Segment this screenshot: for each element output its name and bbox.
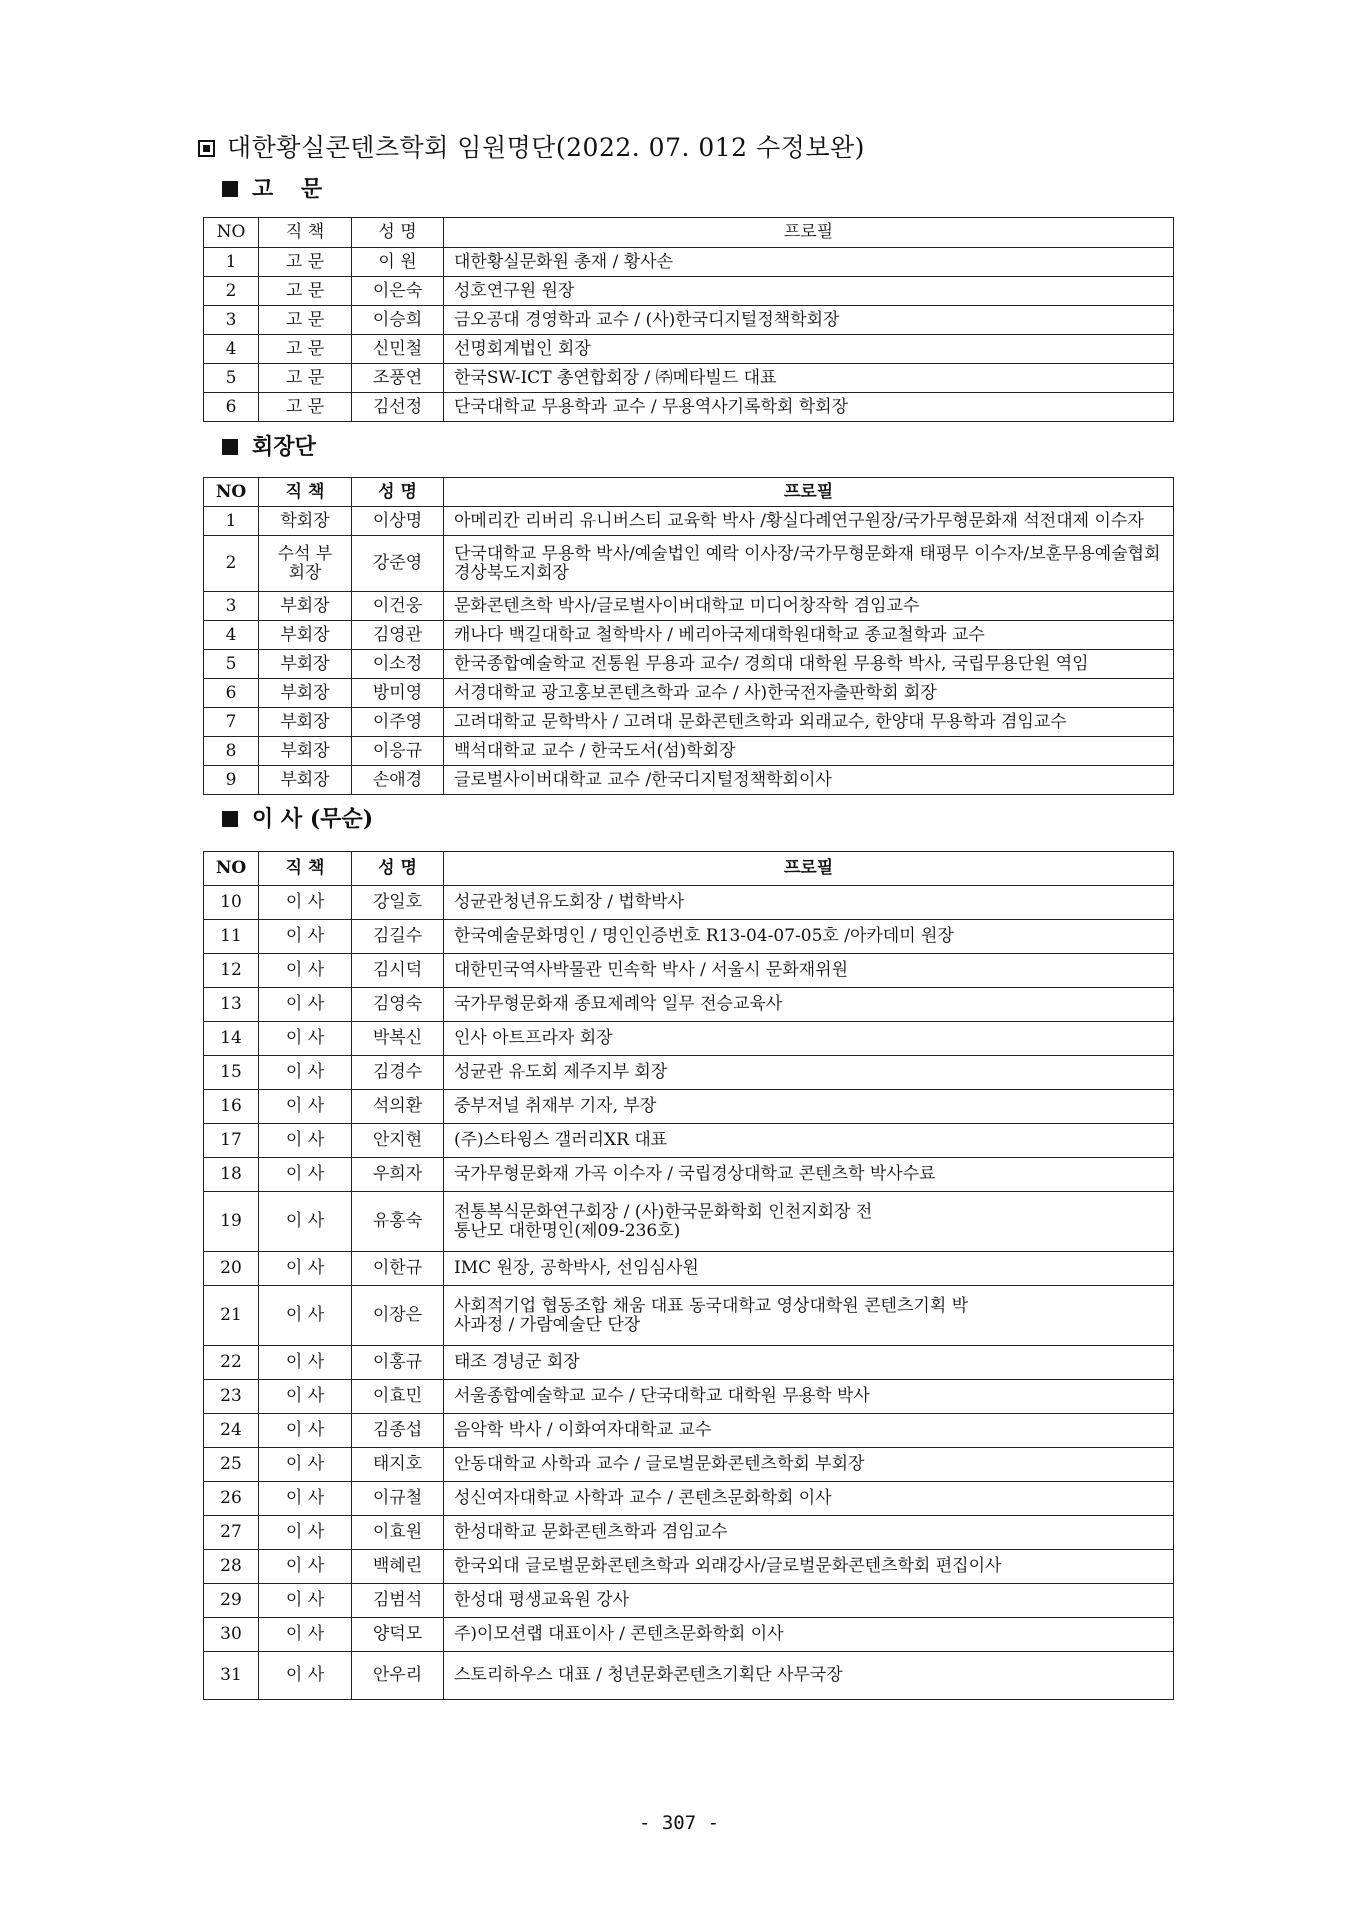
advisors-table [203, 217, 1174, 422]
cell-profile: 성호연구원 원장 [444, 277, 1174, 306]
cell-name: 김영숙 [352, 988, 444, 1022]
cell-no: 4 [204, 335, 259, 364]
cell-profile: 음악학 박사 / 이화여자대학교 교수 [444, 1414, 1174, 1448]
column-header-name: 성 명 [352, 218, 444, 248]
cell-role: 이 사 [259, 886, 352, 920]
table-row [204, 393, 1174, 422]
cell-no: 13 [204, 988, 259, 1022]
cell-profile: 한성대 평생교육원 강사 [444, 1584, 1174, 1618]
directors-table [203, 851, 1174, 1700]
table-row [204, 1056, 1174, 1090]
cell-profile: 캐나다 백길대학교 철학박사 / 베리아국제대학원대학교 종교철학과 교수 [444, 621, 1174, 650]
table-row [204, 248, 1174, 277]
table-row [204, 277, 1174, 306]
table-row [204, 1090, 1174, 1124]
table-row [204, 1482, 1174, 1516]
table-row [204, 1550, 1174, 1584]
cell-no: 2 [204, 277, 259, 306]
cell-name: 김경수 [352, 1056, 444, 1090]
cell-no: 14 [204, 1022, 259, 1056]
column-header-name: 성 명 [352, 478, 444, 507]
cell-profile: 한국외대 글로벌문화콘텐츠학과 외래강사/글로벌문화콘텐츠학회 편집이사 [444, 1550, 1174, 1584]
table-row [204, 1022, 1174, 1056]
cell-profile: 단국대학교 무용학 박사/예술법인 예락 이사장/국가무형문화재 태평무 이수자/보훈무용예술협회 경상북도지회장 [444, 536, 1174, 592]
cell-profile: 인사 아트프라자 회장 [444, 1022, 1174, 1056]
cell-name: 조풍연 [352, 364, 444, 393]
cell-name: 김범석 [352, 1584, 444, 1618]
square-bullet-icon [198, 140, 215, 157]
cell-no: 18 [204, 1158, 259, 1192]
cell-no: 20 [204, 1252, 259, 1286]
cell-role: 부회장 [259, 650, 352, 679]
cell-role: 고 문 [259, 393, 352, 422]
cell-no: 6 [204, 393, 259, 422]
cell-profile: 금오공대 경영학과 교수 / (사)한국디지털정책학회장 [444, 306, 1174, 335]
cell-name: 김선정 [352, 393, 444, 422]
table-row [204, 507, 1174, 536]
column-header-role: 직 책 [259, 218, 352, 248]
cell-role: 고 문 [259, 364, 352, 393]
table-row [204, 766, 1174, 795]
cell-name: 이효원 [352, 1516, 444, 1550]
cell-profile: 스토리하우스 대표 / 청년문화콘텐츠기획단 사무국장 [444, 1652, 1174, 1700]
cell-role: 이 사 [259, 1022, 352, 1056]
cell-name: 우희자 [352, 1158, 444, 1192]
cell-name: 이한규 [352, 1252, 444, 1286]
cell-profile: 국가무형문화재 가곡 이수자 / 국립경상대학교 콘텐츠학 박사수료 [444, 1158, 1174, 1192]
cell-profile: 사회적기업 협동조합 채움 대표 동국대학교 영상대학원 콘텐츠기획 박사과정 / 가람예술단 단장 [444, 1286, 1174, 1346]
table-row [204, 679, 1174, 708]
cell-profile: 전통복식문화연구회장 / (사)한국문화학회 인천지회장 전통난모 대한명인(제09-236호) [444, 1192, 1174, 1252]
cell-no: 3 [204, 306, 259, 335]
cell-no: 12 [204, 954, 259, 988]
cell-name: 강일호 [352, 886, 444, 920]
cell-name: 강준영 [352, 536, 444, 592]
cell-no: 27 [204, 1516, 259, 1550]
cell-name: 손애경 [352, 766, 444, 795]
cell-profile: 선명회계법인 회장 [444, 335, 1174, 364]
cell-role: 이 사 [259, 1090, 352, 1124]
cell-name: 이 원 [352, 248, 444, 277]
cell-name: 이규철 [352, 1482, 444, 1516]
cell-no: 25 [204, 1448, 259, 1482]
table-row [204, 1584, 1174, 1618]
cell-no: 7 [204, 708, 259, 737]
cell-no: 30 [204, 1618, 259, 1652]
table-header-row [204, 218, 1174, 248]
column-header-no: NO [204, 478, 259, 507]
cell-profile: 단국대학교 무용학과 교수 / 무용역사기록학회 학회장 [444, 393, 1174, 422]
cell-no: 1 [204, 507, 259, 536]
cell-no: 6 [204, 679, 259, 708]
cell-no: 8 [204, 737, 259, 766]
column-header-role: 직 책 [259, 478, 352, 507]
table-row [204, 886, 1174, 920]
cell-name: 김길수 [352, 920, 444, 954]
cell-profile: 한국종합예술학교 전통원 무용과 교수/ 경희대 대학원 무용학 박사, 국립무용단원 역임 [444, 650, 1174, 679]
table-row [204, 1286, 1174, 1346]
cell-profile: 성신여자대학교 사학과 교수 / 콘텐츠문화학회 이사 [444, 1482, 1174, 1516]
cell-role: 부회장 [259, 766, 352, 795]
cell-role: 부회장 [259, 737, 352, 766]
cell-no: 17 [204, 1124, 259, 1158]
cell-role: 이 사 [259, 1124, 352, 1158]
cell-role: 이 사 [259, 1380, 352, 1414]
cell-name: 이소정 [352, 650, 444, 679]
cell-name: 이승희 [352, 306, 444, 335]
cell-role: 고 문 [259, 335, 352, 364]
cell-role: 고 문 [259, 248, 352, 277]
table-header-row [204, 852, 1174, 886]
cell-role: 부회장 [259, 679, 352, 708]
table-row [204, 737, 1174, 766]
column-header-no: NO [204, 852, 259, 886]
section-heading-text: 회장단 [252, 434, 316, 460]
section-heading-text: 이 사 (무순) [252, 806, 374, 832]
cell-role: 이 사 [259, 1252, 352, 1286]
cell-no: 19 [204, 1192, 259, 1252]
cell-name: 김시덕 [352, 954, 444, 988]
cell-name: 이은숙 [352, 277, 444, 306]
cell-no: 10 [204, 886, 259, 920]
section-heading-advisors [222, 172, 332, 203]
cell-no: 26 [204, 1482, 259, 1516]
cell-profile: 한성대학교 문화콘텐츠학과 겸임교수 [444, 1516, 1174, 1550]
column-header-name: 성 명 [352, 852, 444, 886]
cell-role: 부회장 [259, 621, 352, 650]
table-row [204, 708, 1174, 737]
cell-profile: 대한황실문화원 총재 / 황사손 [444, 248, 1174, 277]
cell-profile: 고려대학교 문학박사 / 고려대 문화콘텐츠학과 외래교수, 한양대 무용학과 겸임교수 [444, 708, 1174, 737]
cell-profile: (주)스타윙스 갤러리XR 대표 [444, 1124, 1174, 1158]
cell-role: 이 사 [259, 1550, 352, 1584]
cell-profile: 한국SW-ICT 총연합회장 / ㈜메타빌드 대표 [444, 364, 1174, 393]
cell-profile: 성균관 유도회 제주지부 회장 [444, 1056, 1174, 1090]
page-number: - 307 - [638, 1812, 720, 1834]
cell-profile: 아메리칸 리버리 유니버스티 교육학 박사 /황실다례연구원장/국가무형문화재 석전대제 이수자 [444, 507, 1174, 536]
table-row [204, 1448, 1174, 1482]
column-header-no: NO [204, 218, 259, 248]
cell-no: 9 [204, 766, 259, 795]
cell-role: 이 사 [259, 1346, 352, 1380]
cell-role: 이 사 [259, 1584, 352, 1618]
section-heading-executives [222, 430, 316, 461]
table-row [204, 954, 1174, 988]
cell-name: 이건웅 [352, 592, 444, 621]
cell-role: 이 사 [259, 1482, 352, 1516]
column-header-profile: 프로필 [444, 478, 1174, 507]
table-row [204, 1252, 1174, 1286]
cell-role: 이 사 [259, 1158, 352, 1192]
cell-role: 이 사 [259, 1448, 352, 1482]
cell-role: 고 문 [259, 306, 352, 335]
column-header-profile: 프로필 [444, 218, 1174, 248]
cell-role: 이 사 [259, 1192, 352, 1252]
cell-no: 24 [204, 1414, 259, 1448]
cell-name: 방미영 [352, 679, 444, 708]
cell-profile: 문화콘텐츠학 박사/글로벌사이버대학교 미디어창작학 겸임교수 [444, 592, 1174, 621]
cell-no: 16 [204, 1090, 259, 1124]
cell-role: 이 사 [259, 1414, 352, 1448]
cell-name: 태지호 [352, 1448, 444, 1482]
cell-role: 수석 부회장 [259, 536, 352, 592]
cell-name: 안우리 [352, 1652, 444, 1700]
cell-role: 이 사 [259, 954, 352, 988]
table-row [204, 1192, 1174, 1252]
table-row [204, 536, 1174, 592]
table-row [204, 650, 1174, 679]
cell-role: 이 사 [259, 988, 352, 1022]
section-heading-text: 고 문 [252, 176, 333, 202]
cell-name: 유홍숙 [352, 1192, 444, 1252]
cell-no: 1 [204, 248, 259, 277]
cell-profile: 국가무형문화재 종묘제례악 일무 전승교육사 [444, 988, 1174, 1022]
cell-profile: 서울종합예술학교 교수 / 단국대학교 대학원 무용학 박사 [444, 1380, 1174, 1414]
cell-role: 학회장 [259, 507, 352, 536]
cell-no: 28 [204, 1550, 259, 1584]
cell-role: 이 사 [259, 1286, 352, 1346]
table-row [204, 364, 1174, 393]
table-row [204, 1380, 1174, 1414]
cell-profile: IMC 원장, 공학박사, 선임심사원 [444, 1252, 1174, 1286]
table-row [204, 335, 1174, 364]
cell-no: 22 [204, 1346, 259, 1380]
cell-name: 석의환 [352, 1090, 444, 1124]
cell-no: 21 [204, 1286, 259, 1346]
square-bullet-icon [222, 181, 238, 197]
table-row [204, 1124, 1174, 1158]
cell-profile: 대한민국역사박물관 민속학 박사 / 서울시 문화재위원 [444, 954, 1174, 988]
cell-role: 이 사 [259, 1516, 352, 1550]
cell-role: 부회장 [259, 592, 352, 621]
table-row [204, 1516, 1174, 1550]
table-row [204, 592, 1174, 621]
cell-name: 이홍규 [352, 1346, 444, 1380]
cell-name: 안지현 [352, 1124, 444, 1158]
table-row [204, 621, 1174, 650]
cell-role: 이 사 [259, 1618, 352, 1652]
cell-name: 이응규 [352, 737, 444, 766]
cell-profile: 성균관청년유도회장 / 법학박사 [444, 886, 1174, 920]
cell-name: 이장은 [352, 1286, 444, 1346]
page-title-text: 대한황실콘텐츠학회 임원명단(2022. 07. 012 수정보완) [227, 133, 865, 162]
cell-profile: 글로벌사이버대학교 교수 /한국디지털정책학회이사 [444, 766, 1174, 795]
cell-profile: 중부저널 취재부 기자, 부장 [444, 1090, 1174, 1124]
cell-profile: 백석대학교 교수 / 한국도서(섬)학회장 [444, 737, 1174, 766]
cell-role: 부회장 [259, 708, 352, 737]
column-header-profile: 프로필 [444, 852, 1174, 886]
cell-name: 신민철 [352, 335, 444, 364]
cell-role: 이 사 [259, 1056, 352, 1090]
cell-name: 이주영 [352, 708, 444, 737]
cell-name: 박복신 [352, 1022, 444, 1056]
executives-table [203, 477, 1174, 795]
cell-no: 23 [204, 1380, 259, 1414]
table-row [204, 1652, 1174, 1700]
cell-no: 4 [204, 621, 259, 650]
cell-profile: 한국예술문화명인 / 명인인증번호 R13-04-07-05호 /아카데미 원장 [444, 920, 1174, 954]
cell-role: 고 문 [259, 277, 352, 306]
table-row [204, 920, 1174, 954]
cell-name: 백혜린 [352, 1550, 444, 1584]
column-header-role: 직 책 [259, 852, 352, 886]
cell-profile: 주)이모션랩 대표이사 / 콘텐츠문화학회 이사 [444, 1618, 1174, 1652]
cell-profile: 안동대학교 사학과 교수 / 글로벌문화콘텐츠학회 부회장 [444, 1448, 1174, 1482]
cell-name: 김종섭 [352, 1414, 444, 1448]
table-row [204, 306, 1174, 335]
page-title [198, 128, 865, 164]
table-row [204, 988, 1174, 1022]
table-row [204, 1618, 1174, 1652]
square-bullet-icon [222, 439, 238, 455]
table-row [204, 1158, 1174, 1192]
square-bullet-icon [222, 811, 238, 827]
cell-role: 이 사 [259, 920, 352, 954]
cell-no: 3 [204, 592, 259, 621]
table-row [204, 1414, 1174, 1448]
section-heading-directors [222, 802, 373, 833]
cell-name: 김영관 [352, 621, 444, 650]
cell-name: 이상명 [352, 507, 444, 536]
cell-no: 5 [204, 650, 259, 679]
cell-name: 이효민 [352, 1380, 444, 1414]
cell-profile: 서경대학교 광고홍보콘텐츠학과 교수 / 사)한국전자출판학회 회장 [444, 679, 1174, 708]
table-row [204, 1346, 1174, 1380]
cell-no: 11 [204, 920, 259, 954]
cell-name: 양덕모 [352, 1618, 444, 1652]
cell-no: 15 [204, 1056, 259, 1090]
cell-no: 31 [204, 1652, 259, 1700]
table-header-row [204, 478, 1174, 507]
cell-no: 2 [204, 536, 259, 592]
cell-role: 이 사 [259, 1652, 352, 1700]
cell-no: 29 [204, 1584, 259, 1618]
cell-no: 5 [204, 364, 259, 393]
cell-profile: 태조 경녕군 회장 [444, 1346, 1174, 1380]
